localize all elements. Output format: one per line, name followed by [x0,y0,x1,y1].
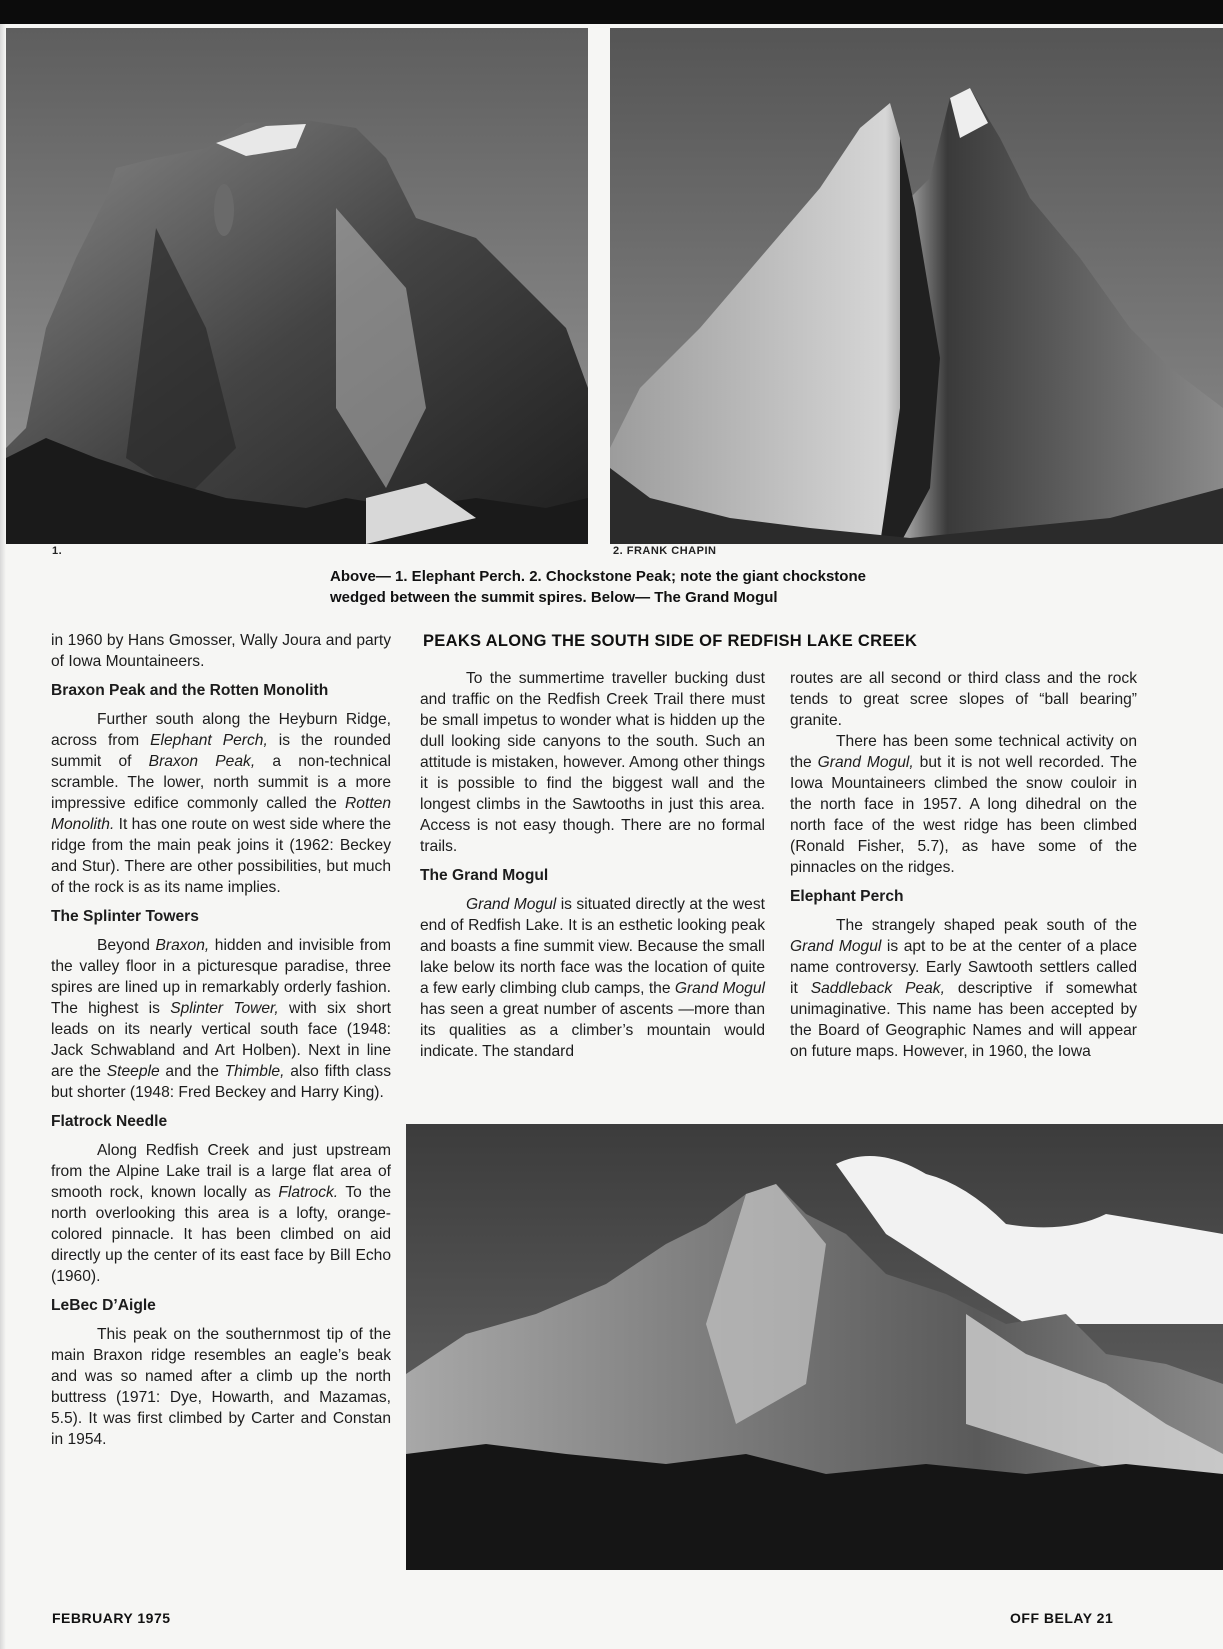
paragraph-continued: routes are all second or third class and the rock tends to great scree slopes of “ball bearing” granite. [790,670,1137,729]
photo1-label: 1. [52,545,63,557]
paragraph-lebec: This peak on the southernmost tip of the main Braxon ridge resembles an eagle’s beak and was so named after a climb up the north buttress (1971: Dye, Howarth, and Mazamas, 5.5). It was first climbed by Carter and Constan in 1954. [51,1326,391,1448]
photo-chockstone-peak [610,28,1223,544]
section-title: PEAKS ALONG THE SOUTH SIDE OF REDFISH LAKE CREEK [423,632,918,650]
caption-line-2: wedged between the summit spires. Below— The Grand Mogul [330,589,778,606]
paragraph-mogul: Grand Mogul is situated directly at the west end of Redfish Lake. It is an esthetic looking peak and boasts a fine summit view. Because the small lake below its north face was the location of quite a few early climbing club camps, the Grand Mogul has seen a great number of ascents —more than its qualities as a climber’s mountain would indicate. The standard [420,896,765,1060]
caption-line-1: Above— 1. Elephant Perch. 2. Chockstone Peak; note the giant chockstone [330,568,866,585]
heading-braxon-peak: Braxon Peak and the Rotten Monolith [51,682,329,699]
photo2-credit: 2. FRANK CHAPIN [613,545,717,557]
column-3 [790,668,1137,1062]
heading-elephant-perch: Elephant Perch [790,888,904,905]
scan-top-border [0,0,1223,24]
paragraph-perch: The strangely shaped peak south of the Grand Mogul is apt to be at the center of a place name controversy. Early Sawtooth settlers called it Saddleback Peak, descriptive if somewhat unimaginative. This name has been accepted by the Board of Geographic Names and will appear on future maps. However, in 1960, the Iowa [790,917,1138,1060]
heading-grand-mogul: The Grand Mogul [420,867,549,884]
photo-caption [330,566,990,608]
paragraph-splinter: Beyond Braxon, hidden and invisible from the valley floor in a picturesque paradise, three spires are lined up in remarkably orderly fashion. The highest is Splinter Tower, with six short leads on its nearly vertical south face (1948: Jack Schwabland and Art Holben). Next in line are the Steeple and the Thimble, also fifth class but shorter (1948: Fred Beckey and Harry King). [51,937,391,1101]
paragraph-braxon: Further south along the Heyburn Ridge, across from Elephant Perch, is the rounded summit of Braxon Peak, a non-technical scramble. The lower, north summit is a more impressive edifice commonly called the Rotten Monolith. It has one route on west side where the ridge from the main peak joins it (1962: Beckey and Stur). There are other possibilities, but much of the rock is as its name implies. [51,711,392,896]
photo-elephant-perch [6,28,588,544]
photo-grand-mogul [406,1124,1223,1570]
footer-date: FEBRUARY 1975 [52,1610,171,1626]
heading-lebec-daigle: LeBec D’Aigle [51,1297,156,1314]
heading-flatrock-needle: Flatrock Needle [51,1113,168,1130]
paragraph-technical: There has been some technical activity on the Grand Mogul, but it is not well recorded. The Iowa Mountaineers climbed the snow couloir in the north face in 1957. A long dihedral on the north face of the west ridge has been climbed (Ronald Fisher, 5.7), as have some of the pinnacles on the ridges. [790,733,1138,876]
footer-page-number: OFF BELAY 21 [1010,1610,1114,1626]
paragraph: in 1960 by Hans Gmosser, Wally Joura and party of Iowa Mountaineers. [51,632,391,670]
paragraph-intro: To the summertime traveller bucking dust and traffic on the Redfish Creek Trail there must be small impetus to wonder what is hidden up the dull looking side canyons to the south. Such an attitude is mistaken, however. Among other things it is possible to find the biggest wall and the longest climbs in the Sawtooths in just this area. Access is not easy though. There are no formal trails. [420,670,765,855]
paragraph-flatrock: Along Redfish Creek and just upstream from the Alpine Lake trail is a large flat area of smooth rock, known locally as Flatrock. To the north overlooking this area is a lofty, orange-colored pinnacle. It has been climbed on aid directly up the center of its east face by Bill Echo (1960). [51,1142,391,1285]
heading-splinter-towers: The Splinter Towers [51,908,199,925]
column-2 [420,668,765,1062]
column-1 [51,630,391,1450]
